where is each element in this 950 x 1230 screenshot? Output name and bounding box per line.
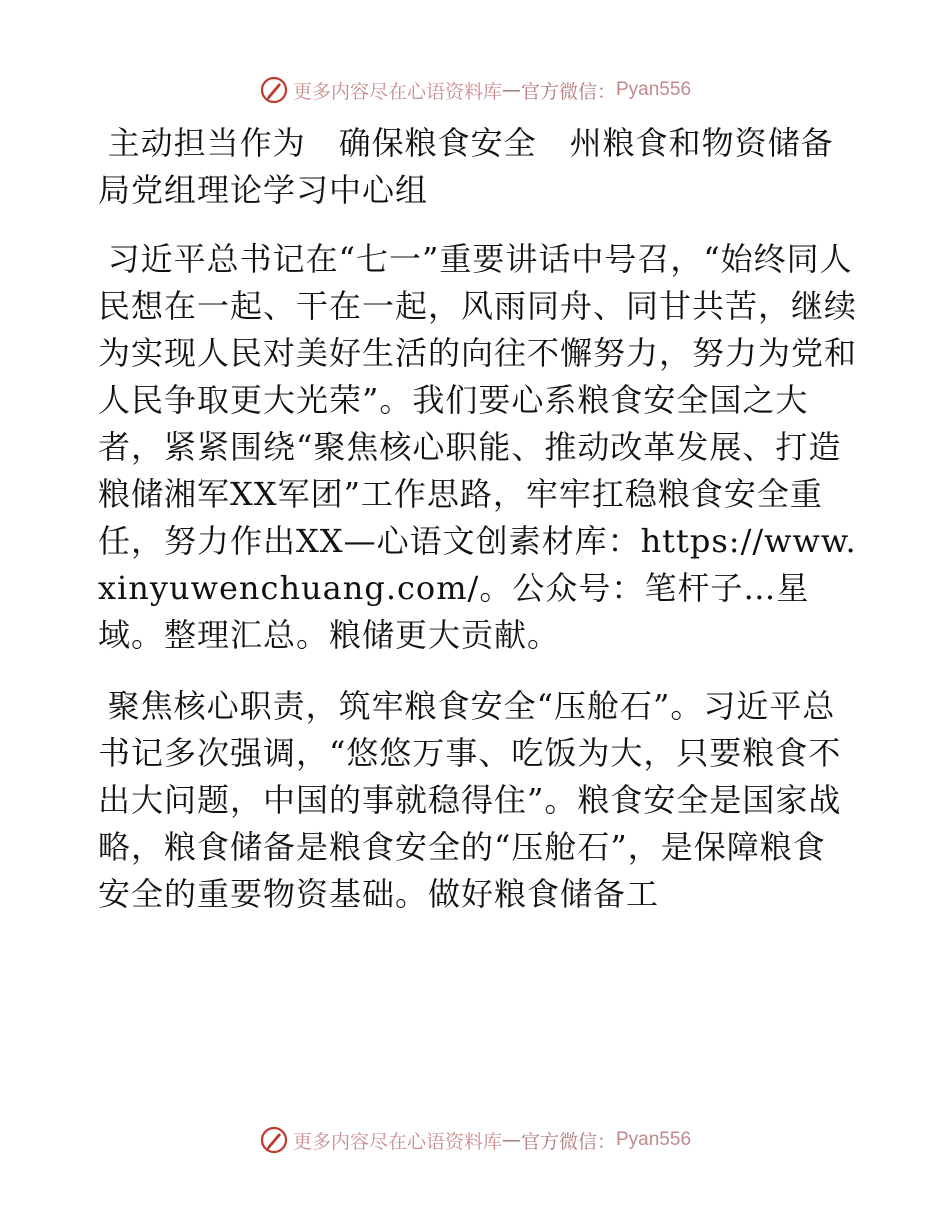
- wechat-label: 官方微信：: [520, 1130, 616, 1153]
- header-watermark-banner: [0, 70, 950, 110]
- quill-pen-circle-icon: [259, 1125, 289, 1155]
- site-name-text: 更多内容尽在心语资料库: [292, 1130, 502, 1153]
- paragraph-2: 聚焦核心职责，筑牢粮食安全“压舱石”。习近平总书记多次强调，“悠悠万事、吃饭为大，只要粮食不出大问题，中国的事就稳得住”。粮食安全是国家战略，粮食储备是粮食安全的“压舱石”，是保障粮食安全的重要物资基础。做好粮食储备工: [98, 687, 842, 913]
- wechat-account: Pyan556: [616, 79, 692, 100]
- document-title: 主动担当作为 确保粮食安全 州粮食和物资储备局党组理论学习中心组: [98, 124, 834, 209]
- wechat-label: 官方微信：: [520, 80, 616, 103]
- banner-separator: —: [501, 79, 521, 101]
- wechat-account: Pyan556: [616, 1129, 692, 1150]
- quill-pen-circle-icon: [259, 75, 289, 105]
- document-body: [98, 120, 858, 918]
- footer-watermark-banner: [0, 1120, 950, 1160]
- site-name-text: 更多内容尽在心语资料库: [292, 80, 502, 103]
- paragraph-1: 习近平总书记在“七一”重要讲话中号召，“始终同人民想在一起、干在一起，风雨同舟、同甘共苦，继续为实现人民对美好生活的向往不懈努力，努力为党和人民争取更大光荣”。我们要心系粮食安全国之大者，紧紧围绕“聚焦核心职能、推动改革发展、打造粮储湘军XX军团”工作思路，牢牢扛稳粮食安全重任，努力作出XX—心语文创素材库：https://www.xinyuwenchuang.com/。公众号：笔杆子…星域。整理汇总。粮储更大贡献。: [98, 240, 858, 654]
- banner-separator: —: [501, 1129, 521, 1151]
